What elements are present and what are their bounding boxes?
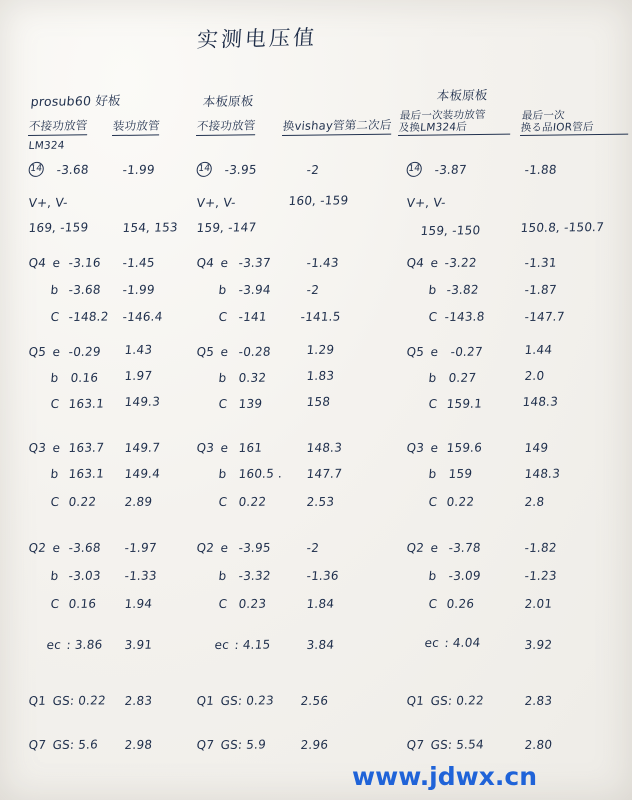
q5-b-pin-col1: b (50, 370, 60, 385)
row-q1-label-col1: Q1 (28, 693, 47, 708)
row-q7-c3b: 2.80 (524, 737, 553, 752)
row-q7-label-col3: Q7 (406, 737, 425, 752)
q4-b-pin-col2: b (218, 282, 228, 297)
block-q3-label-col3: Q3 (406, 440, 425, 455)
q2-e-c3b: -1.82 (524, 540, 558, 555)
block-q2-label-col2: Q2 (196, 540, 215, 555)
q5-e-pin-col2: e (220, 344, 229, 359)
q4-c-pin-col2: C (218, 309, 228, 324)
q4-e-c2b: -1.43 (306, 255, 340, 270)
circled-pin-number: 14 (28, 162, 44, 177)
q2-b-pin-col1: b (50, 568, 60, 583)
row-14-c2a: -3.95 (224, 162, 258, 177)
q2-b-c1a: -3.03 (68, 568, 102, 583)
block-q5-label-col2: Q5 (196, 344, 215, 359)
q3-e-pin-col1: e (52, 440, 61, 455)
row-vpm-c1a: 169, -159 (28, 220, 89, 235)
row-vpm-label-col1: V+, V- (28, 195, 69, 210)
q5-b-c1b: 1.97 (124, 368, 153, 383)
q5-e-c2a: -0.28 (238, 344, 272, 359)
q5-b-c3a: 0.27 (448, 370, 477, 385)
q2-c-pin-col1: C (50, 596, 60, 611)
row-q1-c1a: GS: 0.22 (52, 693, 107, 708)
q5-c-pin-col3: C (428, 396, 438, 411)
row-q7-c1b: 2.98 (124, 737, 153, 752)
row-vpm-c1b: 154, 153 (122, 220, 179, 235)
q2-c-pin-col2: C (218, 596, 228, 611)
q3-e-pin-col2: e (220, 440, 229, 455)
q5-c-pin-col2: C (218, 396, 228, 411)
row-ec-c3b: 3.92 (524, 637, 553, 652)
q3-e-c2b: 148.3 (306, 440, 343, 455)
q2-e-pin-col2: e (220, 540, 229, 555)
q5-c-c2b: 158 (306, 394, 331, 409)
q4-c-c1b: -146.4 (122, 309, 164, 324)
q3-c-c1a: 0.22 (68, 494, 97, 509)
q3-b-c1b: 149.4 (124, 466, 161, 481)
row-q1-c3a: GS: 0.22 (430, 693, 485, 708)
q4-b-c3a: -3.82 (446, 282, 480, 297)
block-q2-label-col3: Q2 (406, 540, 425, 555)
row-q7-label-col1: Q7 (28, 737, 47, 752)
row-14-label-col2 (196, 161, 215, 177)
row-vpm-c3b: 150.8, -150.7 (520, 219, 605, 235)
row-ec-c2b: 3.84 (306, 637, 335, 652)
q3-b-c1a: 163.1 (68, 466, 105, 481)
row-ec-label-col3: ec (424, 635, 440, 650)
q3-e-c1b: 149.7 (124, 440, 161, 455)
row-q1-label-col2: Q1 (196, 693, 215, 708)
row-vpm-c3a: 159, -150 (420, 223, 481, 238)
q4-e-c1b: -1.45 (122, 255, 156, 270)
q3-e-c3b: 149 (524, 440, 549, 455)
row-ec-c3a-value: 4.04 (452, 635, 482, 650)
q2-c-c3a: 0.26 (446, 596, 475, 611)
q3-e-c3a: 159.6 (446, 440, 483, 455)
q5-c-c1b: 149.3 (124, 394, 161, 409)
q4-e-c1a: -3.16 (68, 255, 102, 270)
q4-c-c3b: -147.7 (524, 309, 566, 324)
q2-b-c2a: -3.32 (238, 568, 272, 583)
block-q3-label-col1: Q3 (28, 440, 47, 455)
row-q7-c2b: 2.96 (300, 737, 329, 752)
q5-c-c2a: 139 (238, 396, 263, 411)
row-vpm-c2b: 160, -159 (288, 193, 349, 208)
q3-c-c3b: 2.8 (524, 494, 546, 509)
q5-c-pin-col1: C (50, 396, 60, 411)
q4-b-pin-col1: b (50, 282, 60, 297)
q2-b-c2b: -1.36 (306, 568, 340, 583)
block-q5-label-col1: Q5 (28, 344, 47, 359)
row-q1-c1b: 2.83 (124, 693, 153, 708)
column-2-sub-right: 换vishay管第二次后 (282, 117, 392, 136)
q4-c-c1a: -148.2 (68, 309, 110, 324)
q5-e-c3a: -0.27 (450, 344, 484, 359)
row-14-label-col3 (406, 161, 425, 177)
row-14-c2b: -2 (306, 162, 320, 177)
row-q1-c2a: GS: 0.23 (220, 693, 275, 708)
q5-e-c2b: 1.29 (306, 342, 335, 357)
q4-c-c3a: -143.8 (444, 309, 486, 324)
q4-c-c2b: -141.5 (300, 309, 342, 324)
q2-e-pin-col3: e (430, 540, 439, 555)
q4-e-pin-col2: e (220, 255, 229, 270)
q3-c-c3a: 0.22 (446, 494, 475, 509)
q5-b-c1a: 0.16 (70, 370, 99, 385)
q2-c-c3b: 2.01 (524, 596, 553, 611)
row-14-c1b: -1.99 (122, 162, 156, 177)
block-q5-label-col3: Q5 (406, 344, 425, 359)
q3-e-c2a: 161 (238, 440, 263, 455)
column-3-sub-left: 最后一次装功放管 及换LM324后 (398, 109, 513, 136)
q3-b-pin-col3: b (428, 466, 438, 481)
column-header-1: prosub60 好板 (30, 92, 122, 110)
q2-c-c2a: 0.23 (238, 596, 267, 611)
row-ec-label-col1: ec (46, 637, 62, 652)
q5-e-c1b: 1.43 (124, 342, 153, 357)
column-1-sub-left: 不接功放管 (28, 117, 88, 136)
q2-c-pin-col3: C (428, 596, 438, 611)
q4-c-pin-col1: C (50, 309, 60, 324)
q4-e-c2a: -3.37 (238, 255, 272, 270)
q3-b-c3a: 159 (448, 466, 473, 481)
q4-e-c3a: -3.22 (444, 255, 478, 270)
q3-c-c2a: 0.22 (238, 494, 267, 509)
row-ec-c1a-value: 3.86 (74, 637, 104, 652)
q4-b-c1a: -3.68 (68, 282, 102, 297)
q5-b-c2b: 1.83 (306, 368, 335, 383)
column-1-note: LM324 (28, 139, 66, 152)
q2-b-c3a: -3.09 (448, 568, 482, 583)
q4-c-pin-col3: C (428, 309, 438, 324)
q4-e-pin-col1: e (52, 255, 61, 270)
row-vpm-c2a: 159, -147 (196, 220, 257, 235)
q2-b-c3b: -1.23 (524, 568, 558, 583)
row-q7-c2a: GS: 5.9 (220, 737, 267, 752)
block-q4-label-col1: Q4 (28, 255, 47, 270)
q2-e-c1b: -1.97 (124, 540, 158, 555)
q2-e-c2b: -2 (306, 540, 320, 555)
row-ec-label-col2: ec (214, 637, 230, 652)
q4-b-c3b: -1.87 (524, 282, 558, 297)
row-q1-c3b: 2.83 (524, 693, 553, 708)
q4-e-c3b: -1.31 (524, 255, 558, 270)
column-header-2: 本板原板 (202, 93, 255, 110)
column-1-sub-right: 装功放管 (112, 117, 161, 136)
row-q1-label-col3: Q1 (406, 693, 425, 708)
q2-e-pin-col1: e (52, 540, 61, 555)
q5-b-pin-col3: b (428, 370, 438, 385)
circled-pin-number: 14 (406, 162, 422, 177)
block-q3-label-col2: Q3 (196, 440, 215, 455)
block-q4-label-col3: Q4 (406, 255, 425, 270)
q2-c-c2b: 1.84 (306, 596, 335, 611)
q2-e-c3a: -3.78 (448, 540, 482, 555)
watermark: www.jdwx.cn (352, 762, 537, 791)
q5-c-c3a: 159.1 (446, 396, 483, 411)
q4-b-c2a: -3.94 (238, 282, 272, 297)
q5-e-c1a: -0.29 (68, 344, 102, 359)
row-ec-c3a: : 4.04 (444, 635, 482, 650)
q3-c-pin-col3: C (428, 494, 438, 509)
q4-e-pin-col3: e (430, 255, 439, 270)
q2-e-c2a: -3.95 (238, 540, 272, 555)
row-ec-c2a-value: 4.15 (242, 637, 272, 652)
q3-c-c2b: 2.53 (306, 494, 335, 509)
row-q7-c3a: GS: 5.54 (430, 737, 485, 752)
q5-b-c3b: 2.0 (524, 368, 546, 383)
circled-pin-number: 14 (196, 162, 212, 177)
q3-b-pin-col1: b (50, 466, 60, 481)
q2-b-pin-col3: b (428, 568, 438, 583)
q3-c-pin-col1: C (50, 494, 60, 509)
q5-b-pin-col2: b (218, 370, 228, 385)
row-q7-c1a: GS: 5.6 (52, 737, 99, 752)
row-q1-c2b: 2.56 (300, 693, 329, 708)
q3-b-c2a: 160.5 . (238, 466, 283, 481)
q5-c-c3b: 148.3 (522, 394, 559, 409)
row-ec-c1a: : 3.86 (66, 637, 104, 652)
row-q7-label-col2: Q7 (196, 737, 215, 752)
row-14-label-col1 (28, 161, 47, 177)
q4-c-c2a: -141 (238, 309, 268, 324)
q5-e-pin-col1: e (52, 344, 61, 359)
row-14-c3a: -3.87 (434, 162, 468, 177)
q5-b-c2a: 0.32 (238, 370, 267, 385)
row-14-c1a: -3.68 (56, 162, 90, 177)
block-q2-label-col1: Q2 (28, 540, 47, 555)
q2-c-c1b: 1.94 (124, 596, 153, 611)
q3-b-c2b: 147.7 (306, 466, 343, 481)
page-title: 实测电压值 (196, 25, 318, 53)
row-ec-c1b: 3.91 (124, 637, 153, 652)
q2-e-c1a: -3.68 (68, 540, 102, 555)
q5-c-c1a: 163.1 (68, 396, 105, 411)
q2-b-c1b: -1.33 (124, 568, 158, 583)
row-ec-c2a: : 4.15 (234, 637, 272, 652)
q3-b-c3b: 148.3 (524, 466, 561, 481)
row-vpm-label-col2: V+, V- (196, 195, 237, 210)
q2-c-c1a: 0.16 (68, 596, 97, 611)
q3-c-pin-col2: C (218, 494, 228, 509)
q5-e-pin-col3: e (430, 344, 439, 359)
q4-b-c2b: -2 (306, 282, 320, 297)
q5-e-c3b: 1.44 (524, 342, 553, 357)
q4-b-pin-col3: b (428, 282, 438, 297)
q3-c-c1b: 2.89 (124, 494, 153, 509)
column-header-3: 本板原板 (436, 87, 489, 104)
q3-e-pin-col3: e (430, 440, 439, 455)
block-q4-label-col2: Q4 (196, 255, 215, 270)
q3-b-pin-col2: b (218, 466, 228, 481)
q4-b-c1b: -1.99 (122, 282, 156, 297)
row-vpm-label-col3: V+, V- (406, 195, 447, 210)
column-3-sub-right: 最后一次 换る品IOR管后 (520, 109, 631, 136)
column-2-sub-left: 不接功放管 (196, 117, 256, 136)
q3-e-c1a: 163.7 (68, 440, 105, 455)
q2-b-pin-col2: b (218, 568, 228, 583)
row-14-c3b: -1.88 (524, 162, 558, 177)
